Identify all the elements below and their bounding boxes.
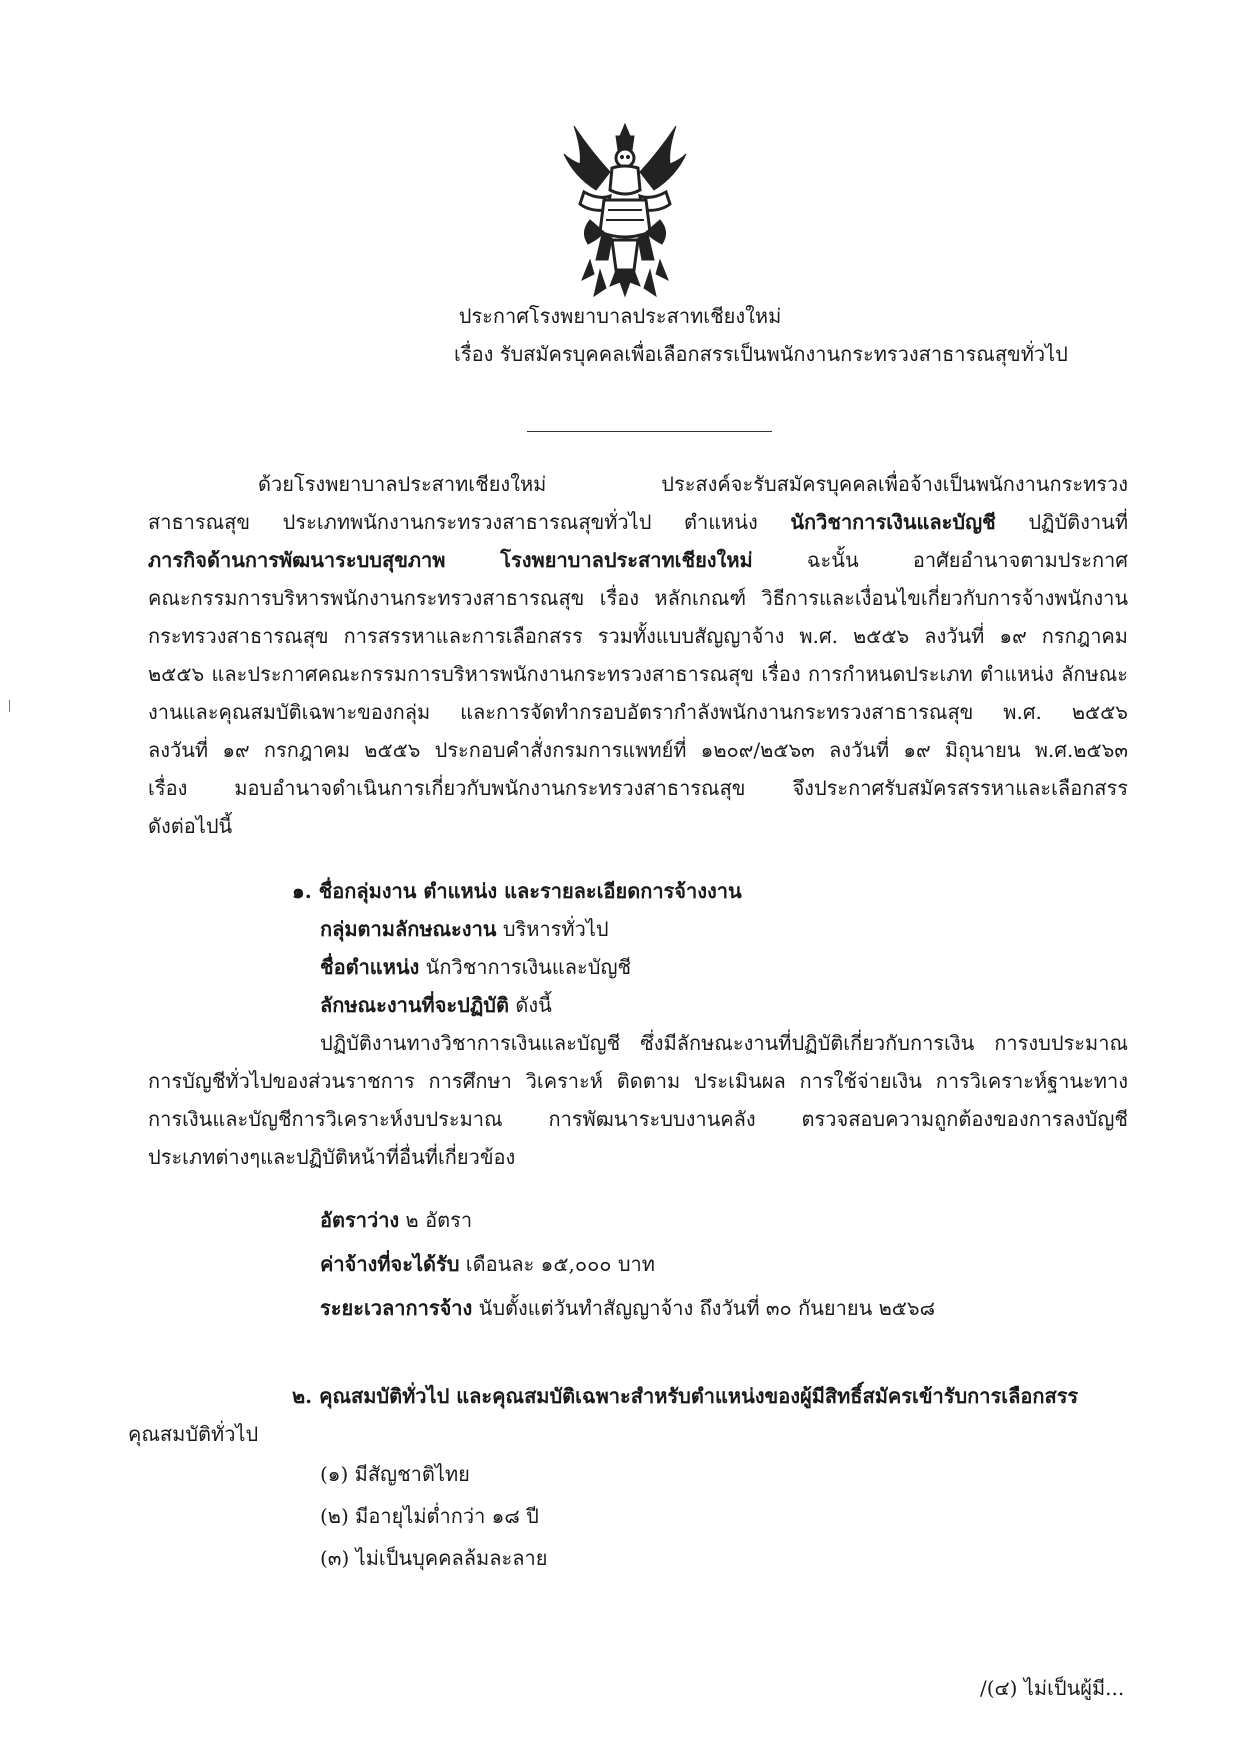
- position-row: ชื่อตำแหน่ง นักวิชาการเงินและบัญชี: [320, 955, 632, 979]
- section2-heading: ๒. คุณสมบัติทั่วไป และคุณสมบัติเฉพาะสำหรับตำแหน่งของผู้มีสิทธิ์สมัครเข้ารับการเลือกสรร: [292, 1384, 1079, 1408]
- intro-line: ภารกิจด้านการพัฒนาระบบสุขภาพ โรงพยาบาลประสาทเชียงใหม่ ฉะนั้น อาศัยอำนาจตามประกาศ: [148, 548, 1128, 572]
- intro-line: เรื่อง มอบอำนาจดำเนินการเกี่ยวกับพนักงานกระทรวงสาธารณสุข จึงประกาศรับสมัครสรรหาและเลือกสรร: [148, 776, 1128, 800]
- title-divider: [527, 431, 772, 432]
- intro-line: กระทรวงสาธารณสุข การสรรหาและการเลือกสรร รวมทั้งแบบสัญญาจ้าง พ.ศ. ๒๕๕๖ ลงวันที่ ๑๙ กรกฎาคม: [148, 624, 1128, 648]
- intro-line: งานและคุณสมบัติเฉพาะของกลุ่ม และการจัดทำกรอบอัตรากำลังพนักงานกระทรวงสาธารณสุข พ.ศ. ๒๕๕๖: [148, 700, 1128, 724]
- duty-line: การบัญชีทั่วไปของส่วนราชการ การศึกษา วิเคราะห์ ติดตาม ประเมินผล การใช้จ่ายเงิน การวิเคราะห์ฐานะทาง: [148, 1069, 1128, 1093]
- announcement-title: ประกาศโรงพยาบาลประสาทเชียงใหม่: [458, 304, 782, 328]
- intro-line: ดังต่อไปนี้: [148, 814, 233, 838]
- qualification-item: (๑) มีสัญชาติไทย: [320, 1462, 470, 1486]
- garuda-emblem-icon: [560, 120, 690, 306]
- duty-line: ประเภทต่างๆและปฏิบัติหน้าที่อื่นที่เกี่ยวข้อง: [148, 1145, 516, 1169]
- section1-heading: ๑. ชื่อกลุ่มงาน ตำแหน่ง และรายละเอียดการจ้างงาน: [292, 879, 742, 903]
- qualification-item: (๒) มีอายุไม่ต่ำกว่า ๑๘ ปี: [320, 1504, 539, 1528]
- duty-row: ลักษณะงานที่จะปฏิบัติ ดังนี้: [320, 993, 552, 1017]
- scan-mark: [9, 700, 10, 712]
- wage-row: ค่าจ้างที่จะได้รับ เดือนละ ๑๕,๐๐๐ บาท: [320, 1252, 655, 1276]
- intro-line: ๒๕๕๖ และประกาศคณะกรรมการบริหารพนักงานกระทรวงสาธารณสุข เรื่อง การกำหนดประเภท ตำแหน่ง ลักษณะ: [148, 662, 1128, 686]
- work-group-row: กลุ่มตามลักษณะงาน บริหารทั่วไป: [320, 917, 609, 941]
- qualification-item: (๓) ไม่เป็นบุคคลล้มละลาย: [320, 1546, 548, 1570]
- intro-line: คณะกรรมการบริหารพนักงานกระทรวงสาธารณสุข เรื่อง หลักเกณฑ์ วิธีการและเงื่อนไขเกี่ยวกับการจ้างพนักงาน: [148, 586, 1128, 610]
- duty-line: ปฏิบัติงานทางวิชาการเงินและบัญชี ซึ่งมีลักษณะงานที่ปฏิบัติเกี่ยวกับการเงิน การงบประมาณ: [320, 1031, 1128, 1055]
- period-row: ระยะเวลาการจ้าง นับตั้งแต่วันทำสัญญาจ้าง ถึงวันที่ ๓๐ กันยายน ๒๕๖๘: [320, 1296, 936, 1320]
- intro-line: สาธารณสุข ประเภทพนักงานกระทรวงสาธารณสุขทั่วไป ตำแหน่ง นักวิชาการเงินและบัญชี ปฏิบัติงานที่: [148, 510, 1128, 534]
- general-qualifications-heading: คุณสมบัติทั่วไป: [128, 1422, 259, 1446]
- intro-line: ลงวันที่ ๑๙ กรกฎาคม ๒๕๕๖ ประกอบคำสั่งกรมการแพทย์ที่ ๑๒๐๙/๒๕๖๓ ลงวันที่ ๑๙ มิถุนายน พ.ศ.๒๕๖๓: [148, 738, 1128, 762]
- continuation-note: /(๔) ไม่เป็นผู้มี...: [980, 1676, 1125, 1700]
- vacancy-row: อัตราว่าง ๒ อัตรา: [320, 1208, 473, 1232]
- intro-line: ด้วยโรงพยาบาลประสาทเชียงใหม่ ประสงค์จะรับสมัครบุคคลเพื่อจ้างเป็นพนักงานกระทรวง: [258, 472, 1128, 496]
- announcement-subject: เรื่อง รับสมัครบุคคลเพื่อเลือกสรรเป็นพนักงานกระทรวงสาธารณสุขทั่วไป: [454, 342, 1068, 366]
- duty-line: การเงินและบัญชีการวิเคราะห์งบประมาณ การพัฒนาระบบงานคลัง ตรวจสอบความถูกต้องของการลงบัญชี: [148, 1107, 1128, 1131]
